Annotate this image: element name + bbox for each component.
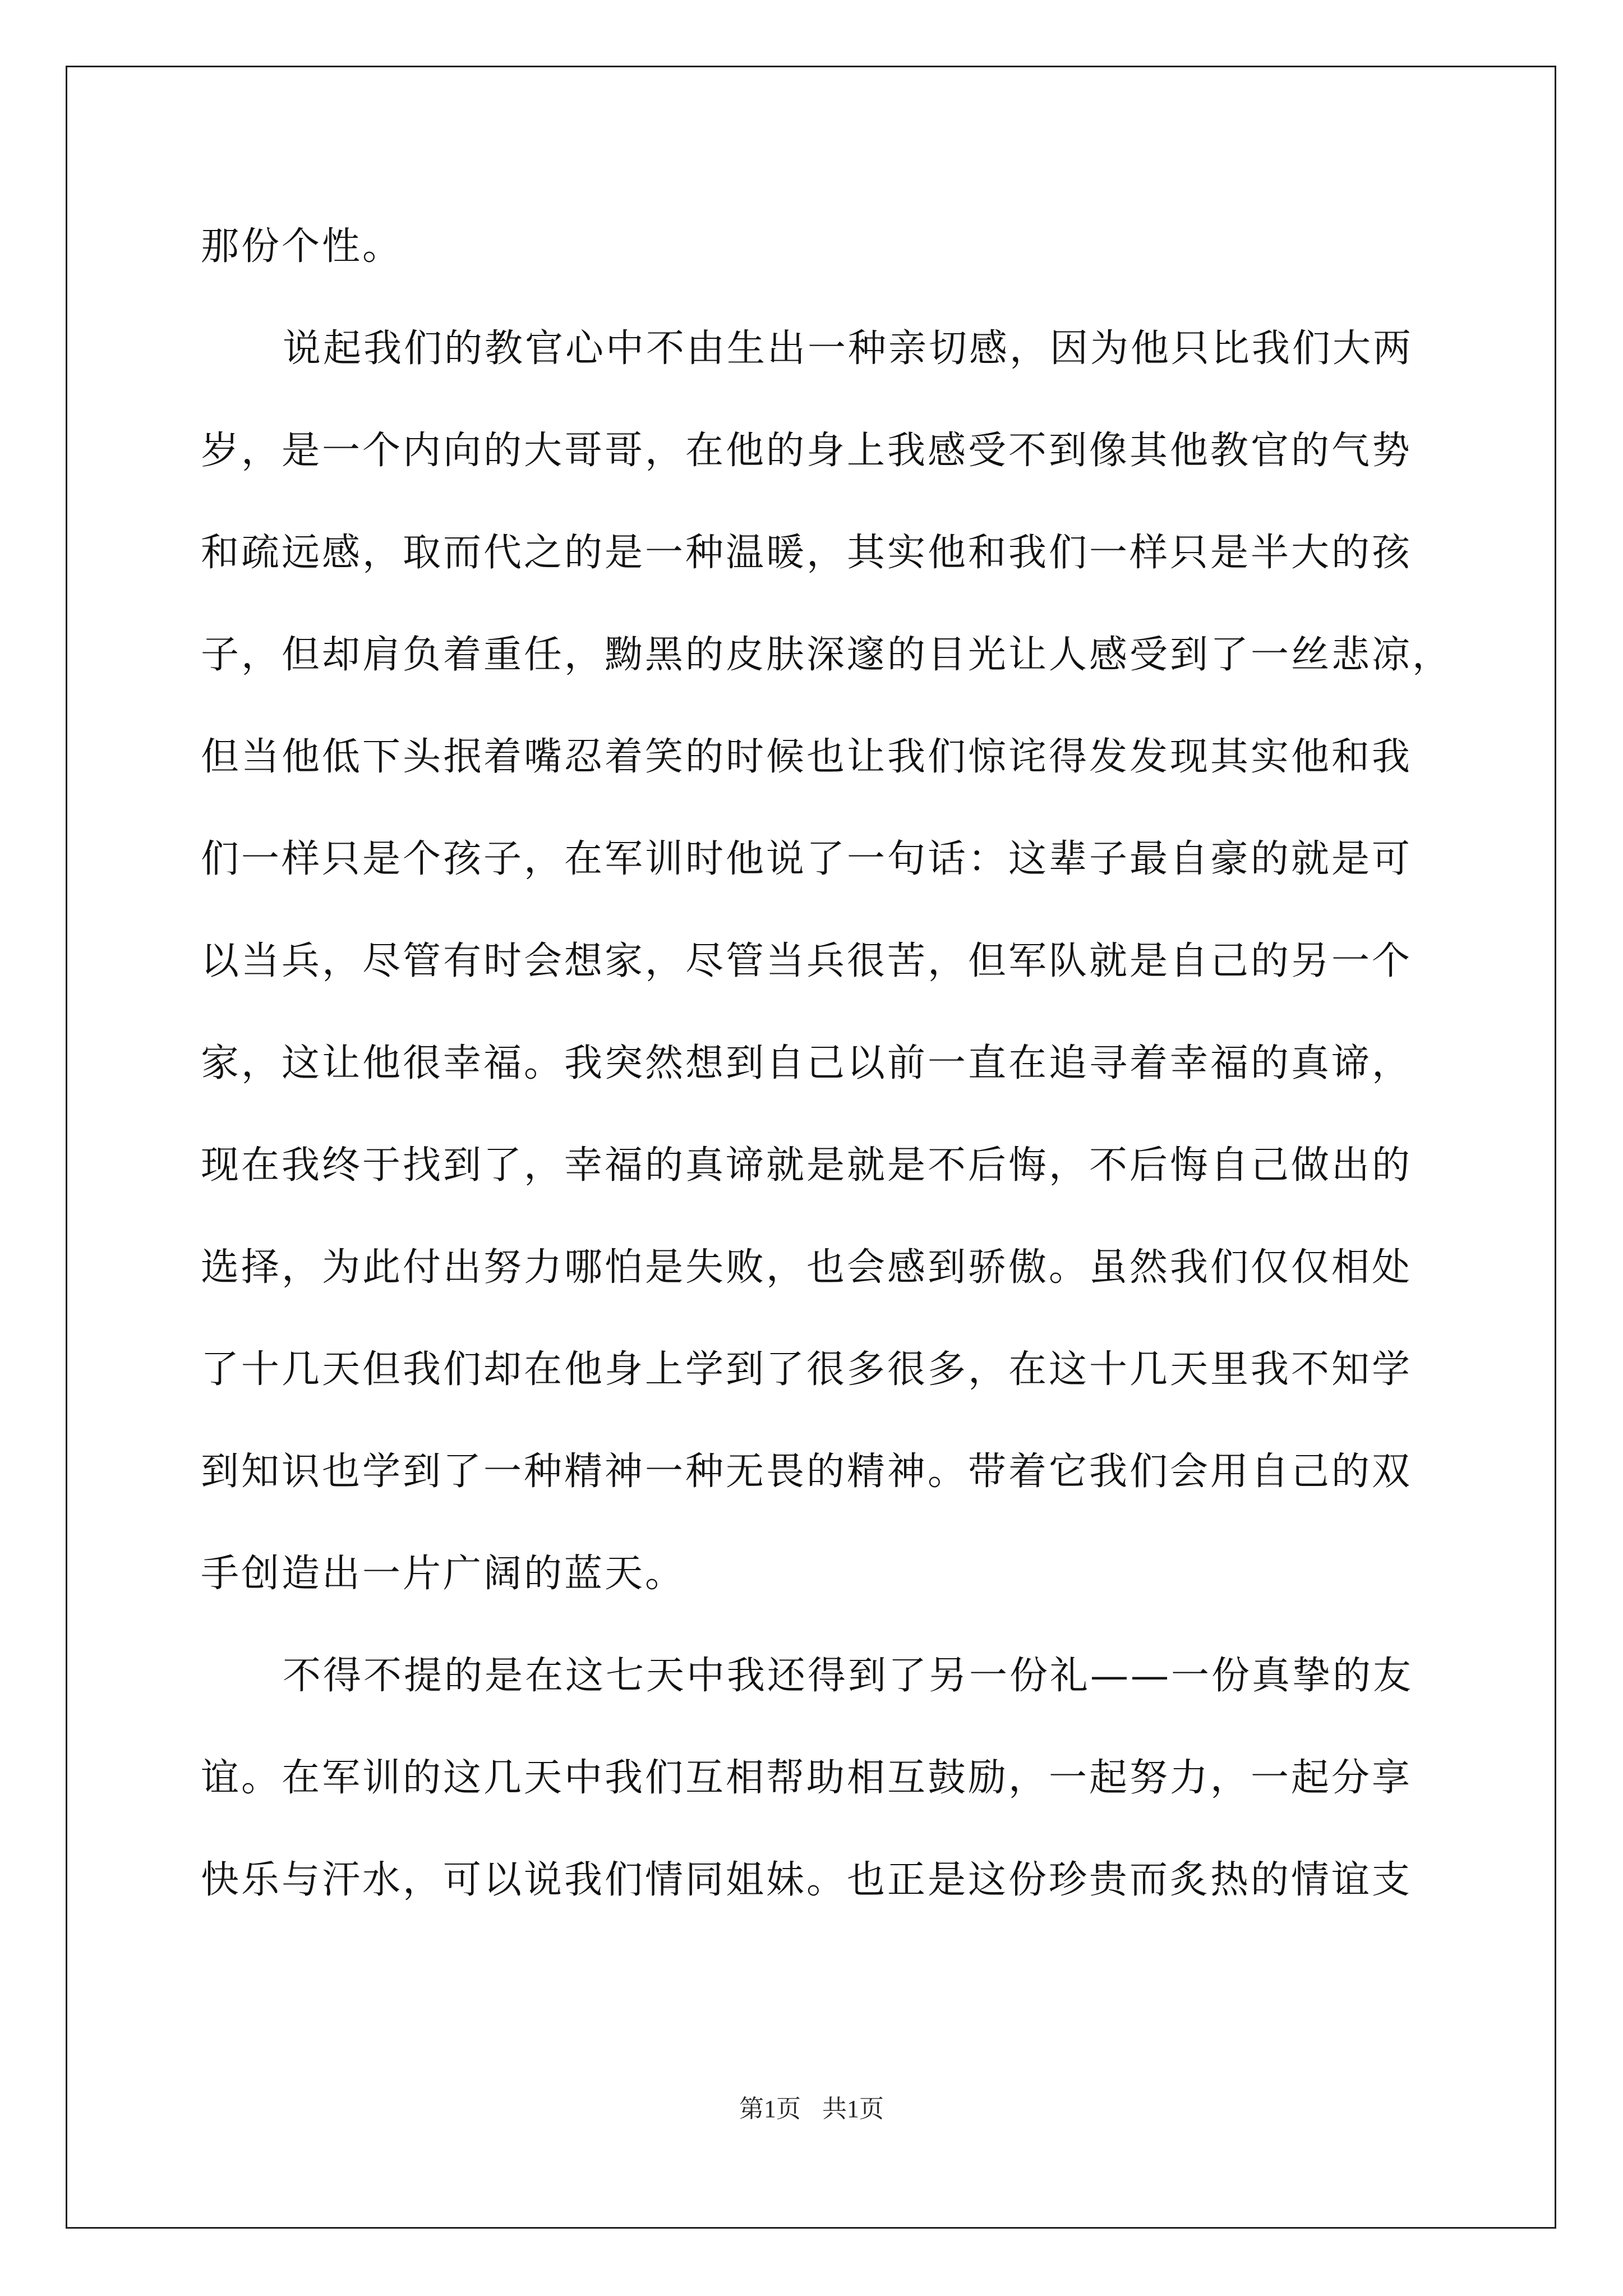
text-line: 子，但却肩负着重任，黝黑的皮肤深邃的目光让人感受到了一丝悲凉， <box>201 633 1453 677</box>
text-line: 那份个性。 <box>201 224 403 269</box>
text-line: 说起我们的教官心中不由生出一种亲切感，因为他只比我们大两 <box>283 326 1414 371</box>
text-line: 谊。在军训的这几天中我们互相帮助相互鼓励，一起努力，一起分享 <box>201 1756 1413 1800</box>
text-line: 岁，是一个内向的大哥哥，在他的身上我感受不到像其他教官的气势 <box>201 429 1413 473</box>
text-line: 手创造出一片广阔的蓝天。 <box>201 1552 686 1596</box>
text-line: 以当兵，尽管有时会想家，尽管当兵很苦，但军队就是自己的另一个 <box>201 939 1413 983</box>
page-footer <box>0 2093 1623 2125</box>
text-line: 们一样只是个孩子，在军训时他说了一句话：这辈子最自豪的就是可 <box>201 837 1413 881</box>
text-line: 快乐与汗水，可以说我们情同姐妹。也正是这份珍贵而炙热的情谊支 <box>201 1858 1413 1902</box>
text-line: 和疏远感，取而代之的是一种温暖，其实他和我们一样只是半大的孩 <box>201 531 1413 575</box>
text-line: 了十几天但我们却在他身上学到了很多很多，在这十几天里我不知学 <box>201 1347 1413 1392</box>
text-line: 家，这让他很幸福。我突然想到自己以前一直在追寻着幸福的真谛， <box>201 1041 1413 1085</box>
text-line: 选择，为此付出努力哪怕是失败，也会感到骄傲。虽然我们仅仅相处 <box>201 1245 1413 1290</box>
text-line: 现在我终于找到了，幸福的真谛就是就是不后悔，不后悔自己做出的 <box>201 1143 1413 1188</box>
text-line: 不得不提的是在这七天中我还得到了另一份礼——一份真挚的友 <box>283 1654 1414 1698</box>
page-number: 第1页 <box>739 2095 801 2123</box>
text-line: 到知识也学到了一种精神一种无畏的精神。带着它我们会用自己的双 <box>201 1450 1413 1494</box>
text-line: 但当他低下头抿着嘴忍着笑的时候也让我们惊诧得发发现其实他和我 <box>201 735 1413 779</box>
page-total: 共1页 <box>822 2095 884 2123</box>
